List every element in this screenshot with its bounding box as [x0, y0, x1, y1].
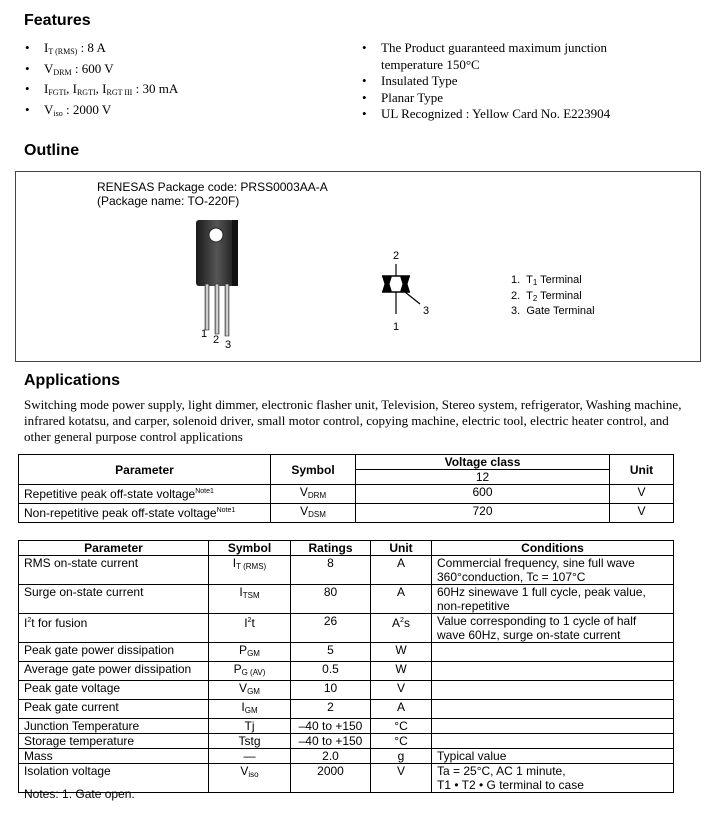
feature-item: • The Product guaranteed maximum junction temperature 150°C	[361, 40, 610, 73]
symbol-label-gate: 3	[423, 305, 430, 317]
feature-item: • $V_{DRM}$ : 600 V	[24, 61, 178, 82]
pin-label-2: 2	[213, 334, 220, 346]
feature-item: • Insulated Type	[361, 73, 610, 90]
pin-label-1: 1	[201, 328, 208, 340]
table-row: Peak gate current $I_{GM}$ 2 A	[19, 700, 674, 719]
table-row: Surge on-state current $I_{TSM}$ 80 A 60Hz sinewave 1 full cycle, peak value, non-repetitive	[19, 585, 674, 614]
feature-item: • $I_{T (RMS)}$ : 8 A	[24, 40, 178, 61]
col-unit: Unit	[610, 455, 674, 485]
table-row: Storage temperature Tstg –40 to +150 °C	[19, 734, 674, 749]
feature-item: • $I_{FGTI}$, $I_{RGTI}$, $I_{RGT III}$ : 30 mA	[24, 81, 178, 102]
applications-heading: Applications	[24, 372, 121, 389]
outline-heading: Outline	[24, 142, 80, 159]
features-list-left	[24, 40, 178, 122]
col-ratings: Ratings	[291, 541, 371, 556]
legend-item: 1. $T_1$ Terminal	[511, 274, 582, 287]
table-row: RMS on-state current $I_{T (RMS)}$ 8 A Commercial frequency, sine full wave 360°conduction, Tc = 107°C	[19, 556, 674, 585]
legend-item: 3. Gate Terminal	[511, 305, 595, 317]
features-heading: Features	[24, 12, 91, 29]
table-row: Mass — 2.0 g Typical value	[19, 749, 674, 764]
table-row: Junction Temperature Tj –40 to +150 °C	[19, 719, 674, 734]
package-code: RENESAS Package code: PRSS0003AA-A (Package name: TO-220F)	[97, 180, 328, 208]
legend-item: 2. $T_2$ Terminal	[511, 289, 582, 303]
table-row: Non-repetitive peak off-state voltage$^{Note1}$ $V_{DSM}$ 720 V	[19, 504, 674, 523]
table-row: Isolation voltage $V_{iso}$ 2000 V Ta = 25°C, AC 1 minute, T1 • T2 • G terminal to case	[19, 764, 674, 793]
notes: Notes: 1. Gate open.	[24, 787, 135, 801]
table-row: $I^2t$ for fusion $I^2t$ 26 $A^2s$ Value corresponding to 1 cycle of half wave 60Hz, surge on-state current	[19, 614, 674, 643]
terminal-legend	[511, 274, 595, 318]
voltage-class-value: 12	[356, 470, 610, 485]
table-row: Repetitive peak off-state voltage$^{Note1}$ $V_{DRM}$ 600 V	[19, 485, 674, 504]
symbol-label-bottom: 1	[393, 321, 400, 333]
pin-label-3: 3	[225, 339, 232, 351]
feature-item: • Planar Type	[361, 90, 610, 107]
feature-item: • UL Recognized : Yellow Card No. E223904	[361, 106, 610, 123]
voltage-class-table	[18, 454, 674, 523]
feature-item: • $V_{iso}$ : 2000 V	[24, 102, 178, 123]
features-list-right	[361, 40, 610, 123]
col-unit: Unit	[371, 541, 432, 556]
col-symbol: Symbol	[271, 455, 356, 485]
col-voltage-class: Voltage class	[356, 455, 610, 470]
to220f-package-drawing	[186, 216, 256, 346]
col-parameter: Parameter	[19, 541, 209, 556]
col-conditions: Conditions	[432, 541, 674, 556]
col-symbol: Symbol	[209, 541, 291, 556]
table-row: Peak gate voltage $V_{GM}$ 10 V	[19, 681, 674, 700]
table-row: Average gate power dissipation $P_{G (AV)}$ 0.5 W	[19, 662, 674, 681]
col-parameter: Parameter	[19, 455, 271, 485]
table-row: Peak gate power dissipation $P_{GM}$ 5 W	[19, 643, 674, 662]
outline-box	[15, 171, 701, 362]
applications-text: Switching mode power supply, light dimmer, electronic flasher unit, Television, Stereo system, refrigerator, Washing machine, infrared kotatsu, and carper, solenoid driver, small motor control, copying machine, electric tool, electric heater control, and other general purpose control applications	[24, 397, 682, 444]
symbol-label-top: 2	[393, 250, 400, 262]
ratings-table	[18, 540, 674, 793]
